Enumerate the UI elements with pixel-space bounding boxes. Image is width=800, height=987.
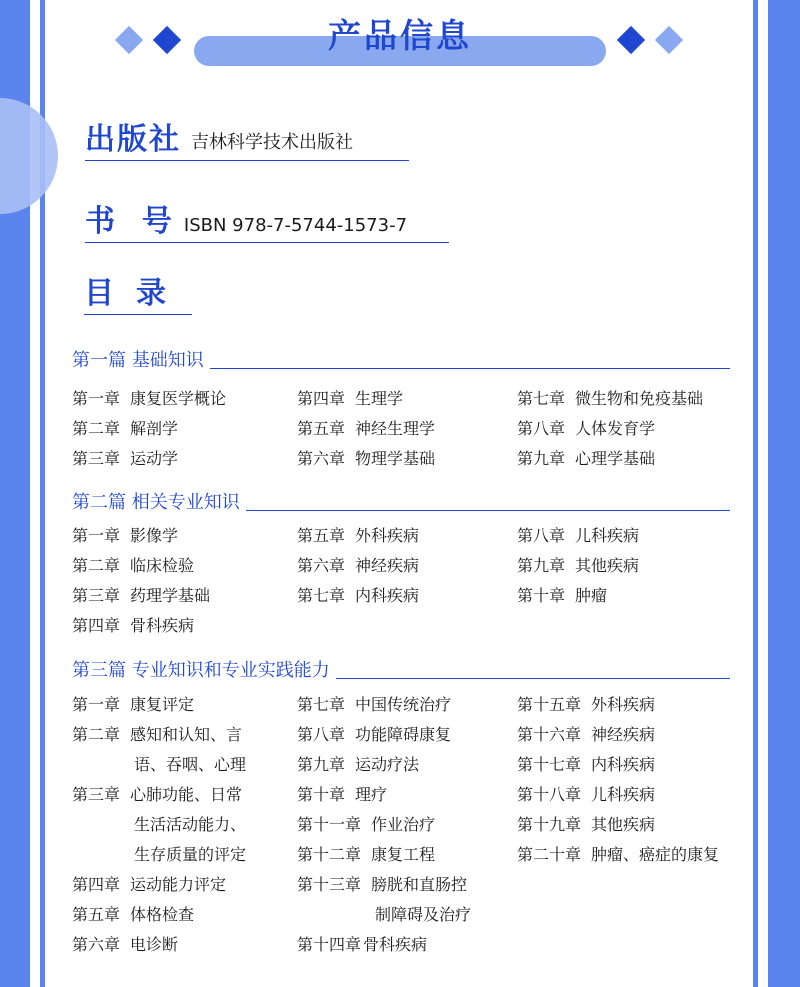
toc-entry: 第二章 临床检验: [72, 556, 195, 575]
toc-entry: 第十三章 膀胱和直肠控: [297, 875, 468, 894]
toc-column: [297, 521, 419, 611]
part-title: 第一篇 基础知识: [72, 350, 204, 371]
page-title: 产品信息: [328, 16, 472, 55]
part-heading: [72, 346, 730, 372]
publisher-label: 出版社: [85, 122, 181, 157]
decorative-circle: [0, 98, 58, 214]
toc-entry: 第八章 人体发育学: [517, 419, 656, 438]
toc-entry: 第五章 神经生理学: [297, 419, 436, 438]
toc-entry: 第一章 康复评定: [72, 695, 195, 714]
toc-entry-continuation: 生活活动能力、: [134, 815, 247, 834]
toc-entry: 第十九章 其他疾病: [517, 815, 656, 834]
toc-entry: 第九章 心理学基础: [517, 449, 656, 468]
part-title: 第三篇 专业知识和专业实践能力: [72, 660, 330, 681]
publisher-value: 吉林科学技术出版社: [191, 132, 353, 153]
toc-column: [72, 384, 226, 474]
divider: [336, 678, 730, 679]
toc-entry: 第七章 中国传统治疗: [297, 695, 452, 714]
toc-column: [517, 384, 703, 474]
toc-entry: 第六章 神经疾病: [297, 556, 420, 575]
toc-entry: 第六章 物理学基础: [297, 449, 436, 468]
toc-column: [517, 690, 719, 870]
toc-entry: 第十章 肿瘤: [517, 586, 608, 605]
toc-column: [517, 521, 639, 611]
part-heading: [72, 488, 730, 514]
toc-entry: 第二十章 肿瘤、癌症的康复: [517, 845, 720, 864]
right-border-stripe: [768, 0, 800, 987]
toc-entry: 第八章 功能障碍康复: [297, 725, 452, 744]
toc-entry: 第十一章 作业治疗: [297, 815, 436, 834]
isbn-label: 书 号: [85, 204, 174, 239]
toc-entry: 第八章 儿科疾病: [517, 526, 640, 545]
toc-entry: 第十四章 骨科疾病: [297, 935, 428, 954]
divider: [246, 510, 730, 511]
toc-column: [72, 690, 246, 960]
toc-entry: 第五章 外科疾病: [297, 526, 420, 545]
toc-entry: 第六章 电诊断: [72, 935, 179, 954]
toc-entry: 第三章 运动学: [72, 449, 179, 468]
isbn-value: ISBN 978-7-5744-1573-7: [183, 215, 408, 236]
toc-entry: 第一章 康复医学概论: [72, 389, 227, 408]
toc-entry: 第三章 药理学基础: [72, 586, 211, 605]
toc-heading: 目录: [84, 268, 192, 315]
toc-column: [297, 384, 435, 474]
toc-entry-continuation: 生存质量的评定: [134, 845, 247, 864]
toc-entry: 第七章 内科疾病: [297, 586, 420, 605]
toc-entry: 第四章 骨科疾病: [72, 616, 195, 635]
toc-entry: 第四章 运动能力评定: [72, 875, 227, 894]
toc-entry-continuation: 制障碍及治疗: [375, 905, 472, 924]
toc-entry: 第九章 运动疗法: [297, 755, 420, 774]
toc-entry: 第十二章 康复工程: [297, 845, 436, 864]
toc-entry: 第二章 解剖学: [72, 419, 179, 438]
toc-entry: 第十五章 外科疾病: [517, 695, 656, 714]
toc-entry-continuation: 语、吞咽、心理: [134, 755, 247, 774]
toc-column: [72, 521, 210, 641]
toc-entry: 第九章 其他疾病: [517, 556, 640, 575]
part-heading: [72, 656, 730, 682]
toc-entry: 第十七章 内科疾病: [517, 755, 656, 774]
toc-entry: 第五章 体格检查: [72, 905, 195, 924]
toc-entry: 第四章 生理学: [297, 389, 404, 408]
part-title: 第二篇 相关专业知识: [72, 492, 240, 513]
toc-entry: 第三章 心肺功能、日常: [72, 785, 243, 804]
toc-entry: 第七章 微生物和免疫基础: [517, 389, 704, 408]
right-border-line: [753, 0, 758, 987]
toc-entry: 第二章 感知和认知、言: [72, 725, 243, 744]
toc-entry: 第十八章 儿科疾病: [517, 785, 656, 804]
toc-entry: 第一章 影像学: [72, 526, 179, 545]
toc-entry: 第十章 理疗: [297, 785, 388, 804]
publisher-row: [85, 114, 409, 161]
isbn-row: [85, 196, 449, 243]
divider: [210, 368, 730, 369]
toc-entry: 第十六章 神经疾病: [517, 725, 656, 744]
toc-column: [297, 690, 471, 960]
